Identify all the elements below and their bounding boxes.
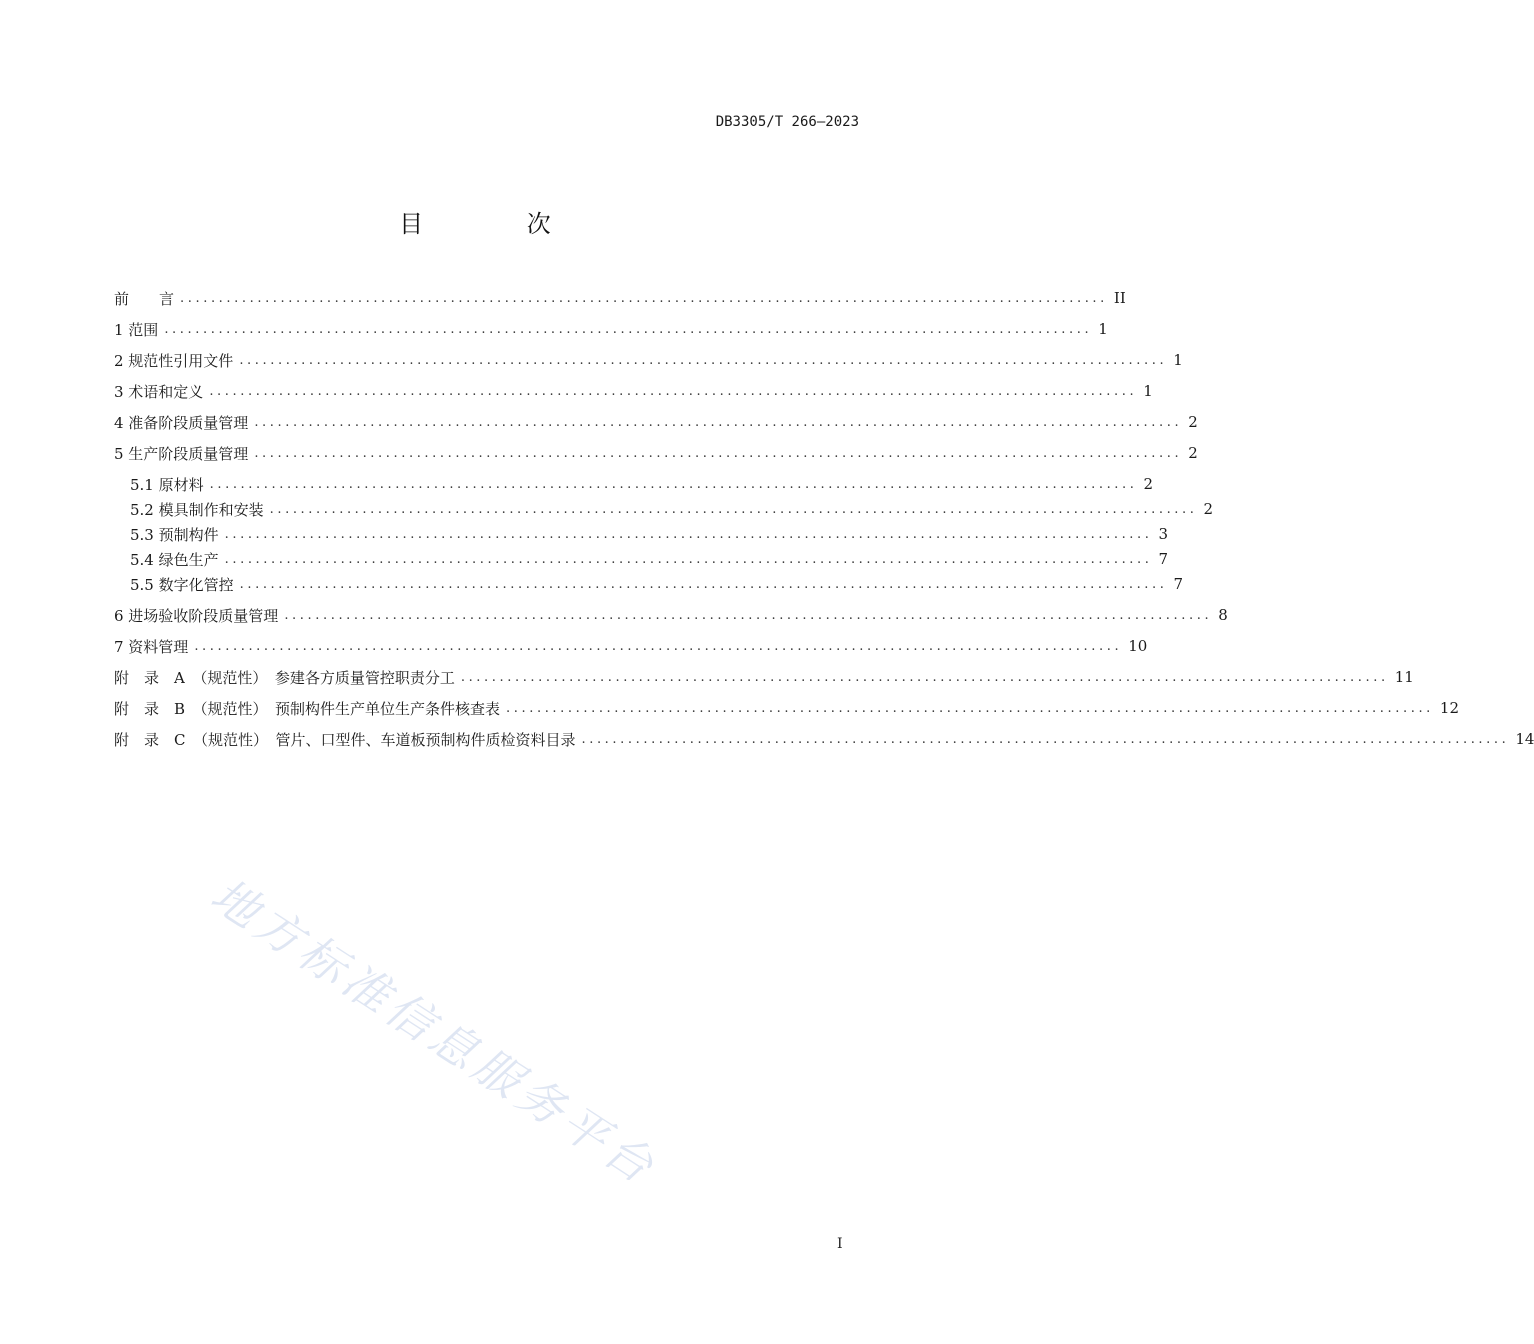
toc-entry-label: 5.2 模具制作和安装 (130, 500, 264, 519)
toc-leader-dots: ........................................................................................................................ (254, 445, 1183, 461)
toc-leader-dots: ........................................................................................................................ (164, 321, 1093, 337)
toc-entry-label: 附 录 C （规范性） 管片、口型件、车道板预制构件质检资料目录 (114, 730, 576, 749)
toc-leader-dots: ........................................................................................................................ (506, 700, 1434, 716)
toc-entry[interactable] (114, 410, 1198, 434)
toc-leader-dots: ........................................................................................................................ (581, 731, 1510, 747)
toc-leader-dots: ........................................................................................................................ (239, 352, 1168, 368)
page-number: I (837, 1236, 843, 1252)
toc-entry-label: 附 录 B （规范性） 预制构件生产单位生产条件核查表 (114, 699, 501, 718)
toc-leader-dots: ........................................................................................................................ (254, 414, 1183, 430)
toc-entry-page: 7 (1158, 550, 1169, 568)
toc-entry-page: 8 (1218, 606, 1228, 624)
toc-entry-label: 2 规范性引用文件 (114, 351, 234, 370)
toc-entry[interactable] (114, 317, 1108, 341)
toc-leader-dots: ........................................................................................................................ (224, 551, 1153, 567)
toc-leader-dots: ........................................................................................................................ (269, 501, 1198, 517)
toc-entry-label: 5.4 绿色生产 (130, 550, 219, 569)
toc-entry-label: 5.3 预制构件 (130, 525, 219, 544)
toc-leader-dots: ........................................................................................................................ (209, 476, 1138, 492)
toc-subentry[interactable] (130, 472, 1154, 496)
toc-entry-page: 2 (1188, 413, 1198, 431)
toc-entry[interactable] (114, 379, 1153, 403)
toc-entry-page: 10 (1128, 637, 1148, 655)
toc-entry[interactable] (114, 286, 1126, 310)
toc-entry[interactable] (114, 348, 1183, 372)
toc-entry-label: 附 录 A （规范性） 参建各方质量管控职责分工 (114, 668, 455, 687)
toc-leader-dots: ........................................................................................................................ (239, 576, 1168, 592)
toc-subentry[interactable] (130, 522, 1169, 546)
toc-appendix-entry[interactable] (114, 665, 1414, 689)
toc-entry-page: 1 (1173, 351, 1183, 369)
page-title: 目 次 (399, 210, 599, 238)
toc-entry-page: 1 (1098, 320, 1108, 338)
document-code: DB3305/T 266—2023 (715, 114, 859, 130)
toc-entry-label: 5.1 原材料 (130, 475, 204, 494)
watermark: 地方标准信息服务平台 (201, 867, 668, 1197)
toc-subentry[interactable] (130, 497, 1214, 521)
toc-entry-label: 6 进场验收阶段质量管理 (114, 606, 279, 625)
toc-entry-page: 2 (1143, 475, 1154, 493)
toc-leader-dots: ........................................................................................................................ (209, 383, 1138, 399)
toc-entry-label: 5 生产阶段质量管理 (114, 444, 249, 463)
toc-entry-page: 2 (1188, 444, 1198, 462)
toc-leader-dots: ........................................................................................................................ (224, 526, 1153, 542)
toc-entry-page: 12 (1439, 699, 1460, 717)
toc-leader-dots: ........................................................................................................................ (194, 638, 1123, 654)
toc-subentry[interactable] (130, 572, 1184, 596)
toc-entry-label: 1 范围 (114, 320, 159, 339)
toc-leader-dots: ........................................................................................................................ (284, 607, 1213, 623)
toc-entry-page: 1 (1143, 382, 1153, 400)
toc-entry-page: 2 (1203, 500, 1214, 518)
toc-appendix-entry[interactable] (114, 727, 1534, 751)
toc-entry[interactable] (114, 603, 1228, 627)
toc-entry-page: 3 (1158, 525, 1169, 543)
toc-appendix-entry[interactable] (114, 696, 1460, 720)
toc-entry-page: 11 (1394, 668, 1414, 686)
toc-subentry[interactable] (130, 547, 1169, 571)
toc-entry-label: 7 资料管理 (114, 637, 189, 656)
toc-leader-dots: ........................................................................................................................ (460, 669, 1389, 685)
toc-entry-label: 3 术语和定义 (114, 382, 204, 401)
toc-entry[interactable] (114, 441, 1198, 465)
toc-entry-page: 7 (1173, 575, 1184, 593)
toc-entry-label: 5.5 数字化管控 (130, 575, 234, 594)
toc-entry-label: 4 准备阶段质量管理 (114, 413, 249, 432)
toc-leader-dots: ........................................................................................................................ (180, 290, 1108, 306)
toc-entry-page: 14 (1515, 730, 1534, 748)
toc-entry[interactable] (114, 634, 1148, 658)
toc-entry-page: II (1113, 289, 1126, 307)
toc-entry-label: 前 言 (114, 289, 175, 308)
